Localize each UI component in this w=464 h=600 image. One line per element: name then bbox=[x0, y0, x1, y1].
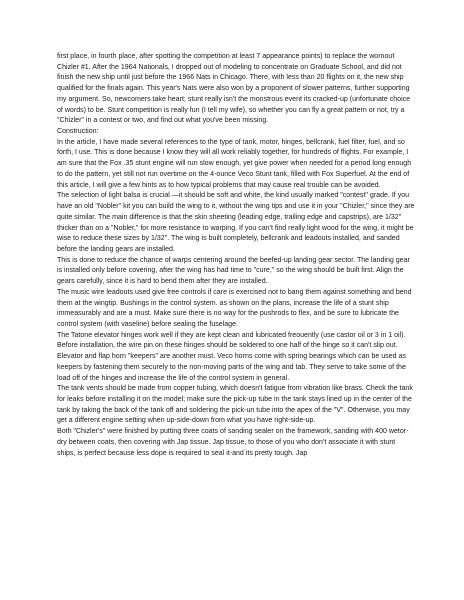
section-heading-construction: Construction: bbox=[57, 128, 99, 136]
paragraph-balsa: The selection of light balsa is crucial —it should be soft and white, the kind usually marked "contest" grade. If you have an old "Nobler" kit you can build the wing to it, without the wing tips and use it in your "Chizler," since they are quite similar. The main difference is that the skin sheeting (leading edge, trailing edge and capstrips), are 1/32" thicker than on a "Nobler," for more resistance to warping. If you can't find really light wood for the wing, it might be wise to reduce these sizes by 1/32". The wing is built completely, bellcrank and leadouts installed, and sanded before the landing gears are installed. bbox=[57, 192, 415, 253]
paragraph-intro: first place, in fourth place, after spotting the competition at least 7 appearance points) to replace the wornout Chizler #1. After the 1964 Nationals, I dropped out of modeling to concentrate on Graduate School, and did not finish the new ship until just before the 1966 Nats in Chicago. There, with less than 20 flights on it, the new ship qualified for the finals again. This year's Nats were also won by a proponent of slower patterns, further supporting my argument. So, newcomers take heart; stunt really isn't the monstrous event its cracked-up (unfortunate choice of words) to be. Stunt competition is really fun (I tell my wife), so whether you can fly a great pattern or not, try a "Chizler" in a contest or two, and find out what you've been missing. bbox=[57, 53, 411, 125]
paragraph-landing-gear: This is done to reduce the chance of warps centering around the beefed-up landing gear sector. The landing gear is installed only before covering, after the wing has had time to "cure," so the wing should be built first. Align the gears carefully, since it is hard to bend them after they are installed. bbox=[57, 256, 410, 286]
paragraph-hinges: The Tatone elevator hinges work well if they are kept clean and lubricated freouently (use castor oil or 3 in 1 oil). Before installation, the wire pin on these hinges should be soldered to one half of the hinge so it can't slip out. Elevator and flap horn "keepers" are another must. Veco horns come with spring bearings which can be used as keepers by fastening them securely to the non-moving parts of the wing and tab. They serve to take some of the load off of the hinges and increase the life of the control system in general. bbox=[57, 331, 406, 382]
paragraph-tank: The tank vents should be made from copper tubing, which doesn't fatigue from vibration like brass. Check the tank for leaks before installing it on the model; make sure the pick-up tube in the tank stays lined up in the center of the tank by taking the back of the tank off and soldering the pick-un tube into the apex of the "V". Otherwise, you may get a different engine setting when up-side-down from what you have right-side-up. bbox=[57, 385, 413, 425]
paragraph-components: In the article, I have made several references to the type of tank, motor, hinges, bellcrank, fuel filter, fuel, and so forth, I use. This is done because I know they will all work reliably together, for hundreds of flights. For example, I am sure that the Fox .35 stunt engine will run slow enough, yet give power when needed for a period long enough to do the pattern, yet still not run overtime on the 4-ounce Veco Stunt tank, filled with Fox Superfuel. At the end of this article, I will give a few hints as to how typical problems that may cause real trouble can be avoided. bbox=[57, 138, 412, 189]
paragraph-leadouts: The music wire leadouts used give free controls if care is exercised not to bang them against something and bend them at the wingtip. Bushings in the control system. as shown on the plans, increase the life of a stunt ship immeasurably and are a must. Make sure there is no way for the pushrods to flex, and be sure to lubricate the control system (with vaseline) before sealing the fuselage. bbox=[57, 288, 412, 328]
document-page bbox=[57, 52, 415, 459]
paragraph-finish: Both "Chizler's" were finished by putting three coats of sanding sealer on the framework, sanding with 400 wetor-dry between coats, then covering with Jap tissue. Jap tissue, to those of you who don't associate it with stunt ships, is perfect because less dope is required to seal it-and its pretty tough. Jap bbox=[57, 428, 409, 457]
